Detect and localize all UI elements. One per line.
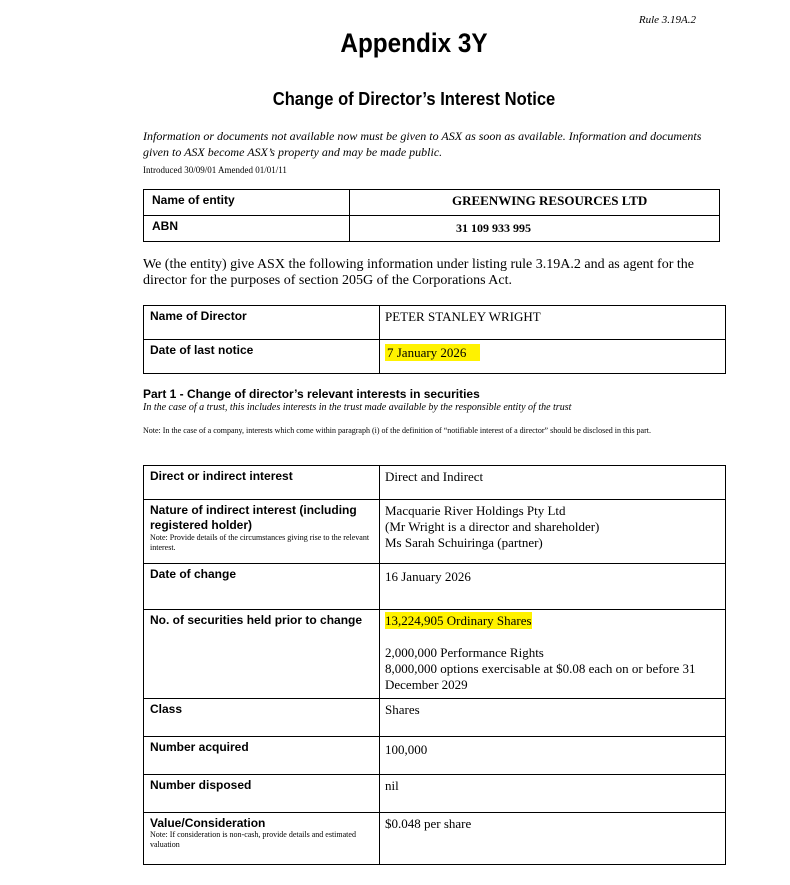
disposed-row: [144, 775, 726, 813]
part1-subheading: In the case of a trust, this includes interests in the trust made available by the responsible entity of the trust: [143, 402, 572, 413]
entity-name-row: [144, 190, 720, 216]
nature-note: Note: Provide details of the circumstances giving rise to the relevant interest.: [150, 533, 370, 552]
value-consideration-row: [144, 813, 726, 865]
class-label: Class: [150, 702, 183, 716]
entity-table: [143, 189, 720, 242]
prior-securities-label: No. of securities held prior to change: [150, 613, 363, 627]
nature-row: [144, 500, 726, 564]
prior-ordinary-shares: 13,224,905 Ordinary Shares: [385, 613, 532, 628]
introduced-amended-text: Introduced 30/09/01 Amended 01/01/11: [143, 165, 287, 175]
nature-label: Nature of indirect interest (including registered holder): [150, 503, 357, 532]
last-notice-row: [144, 340, 726, 374]
nature-line-1: Macquarie River Holdings Pty Ltd: [385, 503, 566, 518]
class-value: Shares: [385, 702, 420, 717]
last-notice-label: Date of last notice: [150, 343, 254, 357]
abn-row: [144, 216, 720, 242]
director-name-label: Name of Director: [150, 309, 247, 323]
prior-performance-rights: 2,000,000 Performance Rights: [385, 645, 544, 660]
last-notice-value: 7 January 2026: [385, 344, 480, 361]
acquired-label: Number acquired: [150, 740, 249, 754]
interest-table: [143, 465, 726, 865]
date-change-value: 16 January 2026: [385, 569, 471, 584]
date-change-label: Date of change: [150, 567, 237, 581]
abn-value: 31 109 933 995: [456, 221, 531, 235]
part1-heading: Part 1 - Change of director’s relevant interests in securities: [143, 387, 480, 401]
nature-line-2: (Mr Wright is a director and shareholder): [385, 519, 600, 534]
director-name-value: PETER STANLEY WRIGHT: [385, 309, 541, 324]
disposed-value: nil: [385, 778, 399, 793]
acquired-row: [144, 737, 726, 775]
director-table: [143, 305, 726, 374]
direct-indirect-label: Direct or indirect interest: [150, 469, 293, 483]
abn-label: ABN: [152, 219, 178, 233]
date-change-row: [144, 564, 726, 610]
direct-indirect-value: Direct and Indirect: [385, 469, 484, 484]
nature-line-3: Ms Sarah Schuiringa (partner): [385, 535, 543, 550]
entity-name-value: GREENWING RESOURCES LTD: [452, 193, 648, 208]
value-consideration-label: Value/Consideration: [150, 816, 266, 830]
class-row: [144, 699, 726, 737]
entity-statement: We (the entity) give ASX the following information under listing rule 3.19A.2 and as agent for the director for the purposes of section 205G of the Corporations Act.: [143, 257, 694, 288]
page-subtitle: Change of Director’s Interest Notice: [272, 89, 556, 109]
disposed-label: Number disposed: [150, 778, 252, 792]
prior-securities-row: [144, 610, 726, 699]
value-consideration-note: Note: If consideration is non-cash, provide details and estimated valuation: [150, 830, 356, 849]
acquired-value: 100,000: [385, 742, 428, 757]
part1-note: Note: In the case of a company, interests which come within paragraph (i) of the definition of “notifiable interest of a director” should be disclosed in this part.: [143, 426, 651, 435]
intro-text: Information or documents not available now must be given to ASX as soon as available. Information and documents given to ASX become ASX’s property and may be made public.: [143, 129, 702, 159]
director-name-row: [144, 306, 726, 340]
prior-options: 8,000,000 options exercisable at $0.08 each on or before 31 December 2029: [385, 661, 696, 692]
value-consideration-value: $0.048 per share: [385, 816, 472, 831]
direct-indirect-row: [144, 466, 726, 500]
rule-reference: Rule 3.19A.2: [638, 14, 696, 26]
page-title: Appendix 3Y: [340, 28, 488, 58]
entity-name-label: Name of entity: [152, 193, 235, 207]
